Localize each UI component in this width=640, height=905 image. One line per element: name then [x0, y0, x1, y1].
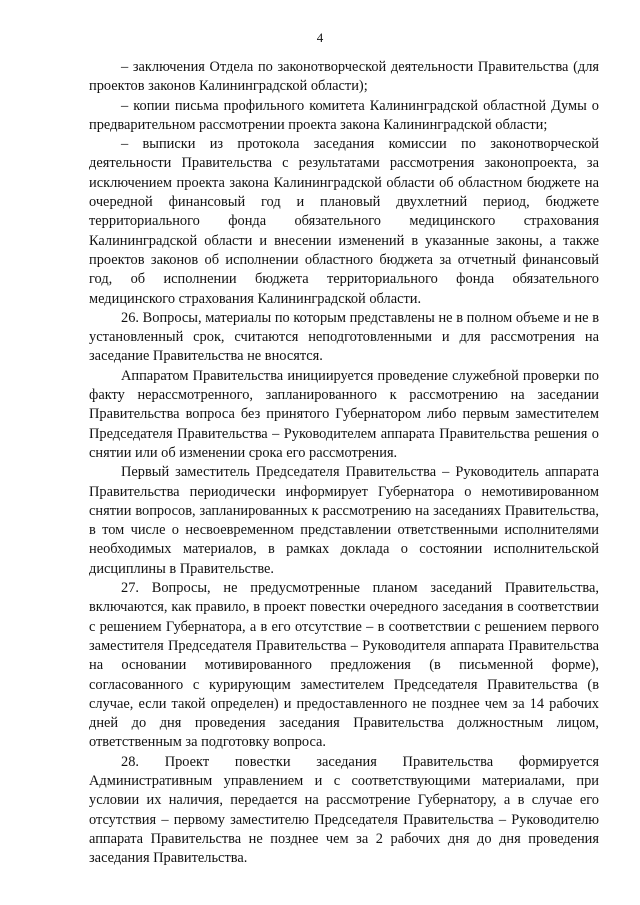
paragraph-official-inspection: Аппаратом Правительства инициируется проведение служебной проверки по факту нерассмотренного, запланированного к рассмотрению на заседании Правительства вопроса без принятого Губернатором либо первым заместителем Председателя Правительства – Руководителем аппарата Правительства решения о снятии или об изменении срока его рассмотрения. [89, 367, 599, 461]
paragraph-item-26: 26. Вопросы, материалы по которым представлены не в полном объеме и не в установленный срок, считаются неподготовленными и для рассмотрения на заседание Правительства не вносятся. [89, 309, 599, 365]
document-body [89, 58, 599, 868]
paragraph-governor-informing: Первый заместитель Председателя Правительства – Руководитель аппарата Правительства периодически информирует Губернатора о немотивированном снятии вопросов, запланированных к рассмотрению на заседаниях Правительства, в том числе о несвоевременном представлении ответственными исполнителями необходимых материалов, в рамках доклада о состоянии исполнительской дисциплины в Правительстве. [89, 464, 599, 577]
page-number: 4 [316, 30, 324, 45]
paragraph-committee-letter-copy: – копии письма профильного комитета Калининградской областной Думы о предварительном рассмотрении проекта закона Калининградской области; [89, 97, 599, 133]
paragraph-item-28: 28. Проект повестки заседания Правительства формируется Административным управлением и с соответствующими материалами, при условии их наличия, передается на рассмотрение Губернатору, а в случае его отсутствия – первому заместителю Председателя Правительства – Руководителю аппарата Правительства не позднее чем за 2 рабочих дня до дня проведения заседания Правительства. [89, 753, 599, 867]
paragraph-commission-protocol-extract: – выписки из протокола заседания комиссии по законотворческой деятельности Правительства с результатами рассмотрения законопроекта, за исключением проекта закона Калининградской области об областном бюджете на очередной финансовый год и плановый двухлетний период, бюджете территориального фонда обязательного медицинского страхования Калининградской области и внесении изменений в указанные законы, а также проектов законов об исполнении областного бюджета за отчетный финансовый год, об исполнении бюджета территориального фонда обязательного медицинского страхования Калининградской области. [89, 136, 599, 307]
paragraph-item-27: 27. Вопросы, не предусмотренные планом заседаний Правительства, включаются, как правило, в проект повестки очередного заседания в соответствии с решением Губернатора, а в его отсутствие – в соответствии с решением первого заместителя Председателя Правительства – Руководителя аппарата Правительства на основании мотивированного предложения (в письменной форме), согласованного с курирующим заместителем Председателя Правительства (в случае, если такой определен) и предоставленного не позднее чем за 14 рабочих дней до дня проведения заседания Правительства должностным лицом, ответственным за подготовку вопроса. [89, 580, 599, 751]
paragraph-conclusion-department: – заключения Отдела по законотворческой деятельности Правительства (для проектов законов Калининградской области); [89, 59, 599, 95]
